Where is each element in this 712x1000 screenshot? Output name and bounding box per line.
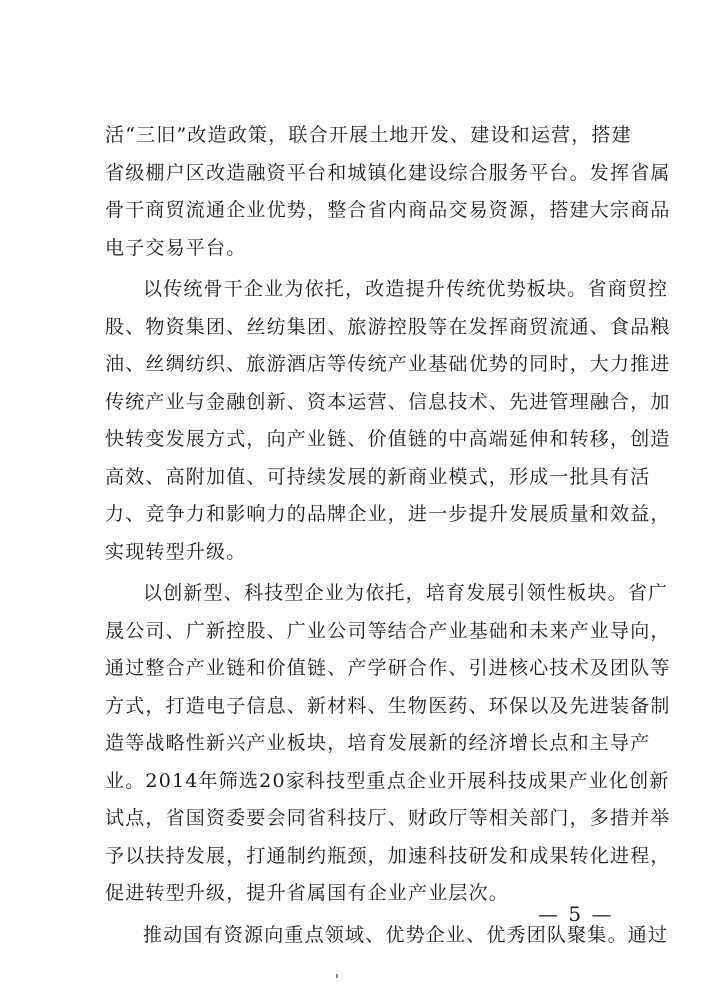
page-number: — 5 — xyxy=(538,902,614,926)
text-line: 晟公司、广新控股、广业公司等结合产业基础和未来产业导向， xyxy=(105,619,671,642)
text-line: 力、竞争力和影响力的品牌企业，进一步提升发展质量和效益， xyxy=(105,503,671,525)
text-line: 予以扶持发展，打通制约瓶颈，加速科技研发和成果转化进程， xyxy=(105,844,671,867)
text-line: 方式，打造电子信息、新材料、生物医药、环保以及先进装备制 xyxy=(105,694,671,717)
text-line: 以创新型、科技型企业为依托，培育发展引领性板块。省广 xyxy=(143,582,669,604)
paragraph-3 xyxy=(105,575,671,913)
paragraph-1 xyxy=(105,117,671,267)
text-line: 传统产业与金融创新、资本运营、信息技术、先进管理融合，加 xyxy=(105,390,671,413)
text-line: 推动国有资源向重点领域、优势企业、优秀团队聚集。通过 xyxy=(143,923,669,946)
paragraph-2 xyxy=(105,271,671,571)
text-line: 促进转型升级，提升省属国有企业产业层次。 xyxy=(105,882,510,904)
text-line: 通过整合产业链和价值链、产学研合作、引进核心技术及团队等 xyxy=(105,657,671,679)
text-line: 骨干商贸流通企业优势，整合省内商品交易资源，搭建大宗商品 xyxy=(105,199,671,221)
text-line: 实现转型升级。 xyxy=(105,540,247,563)
text-line: 以传统骨干企业为依托，改造提升传统优势板块。省商贸控 xyxy=(143,278,669,300)
text-line: 高效、高附加值、可持续发展的新商业模式，形成一批具有活 xyxy=(105,465,651,488)
text-line: 油、丝绸纺织、旅游酒店等传统产业基础优势的同时，大力推进 xyxy=(105,353,671,375)
text-line: 试点，省国资委要会同省科技厅、财政厅等相关部门，多措并举 xyxy=(105,807,671,829)
text-line: 股、物资集团、丝纺集团、旅游控股等在发挥商贸流通、食品粮 xyxy=(105,315,671,338)
scan-speck xyxy=(336,974,338,978)
body-text xyxy=(105,117,671,958)
text-line: 省级棚户区改造融资平台和城镇化建设综合服务平台。发挥省属 xyxy=(105,161,671,184)
text-line: 活“三旧”改造政策，联合开展土地开发、建设和运营，搭建 xyxy=(105,124,632,146)
text-line: 快转变发展方式，向产业链、价值链的中高端延伸和转移，创造 xyxy=(105,428,671,450)
text-line: 电子交易平台。 xyxy=(105,236,247,259)
text-line: 业。2014年筛选20家科技型重点企业开展科技成果产业化创新 xyxy=(105,769,670,792)
text-line: 造等战略性新兴产业板块，培育发展新的经济增长点和主导产 xyxy=(105,732,651,754)
